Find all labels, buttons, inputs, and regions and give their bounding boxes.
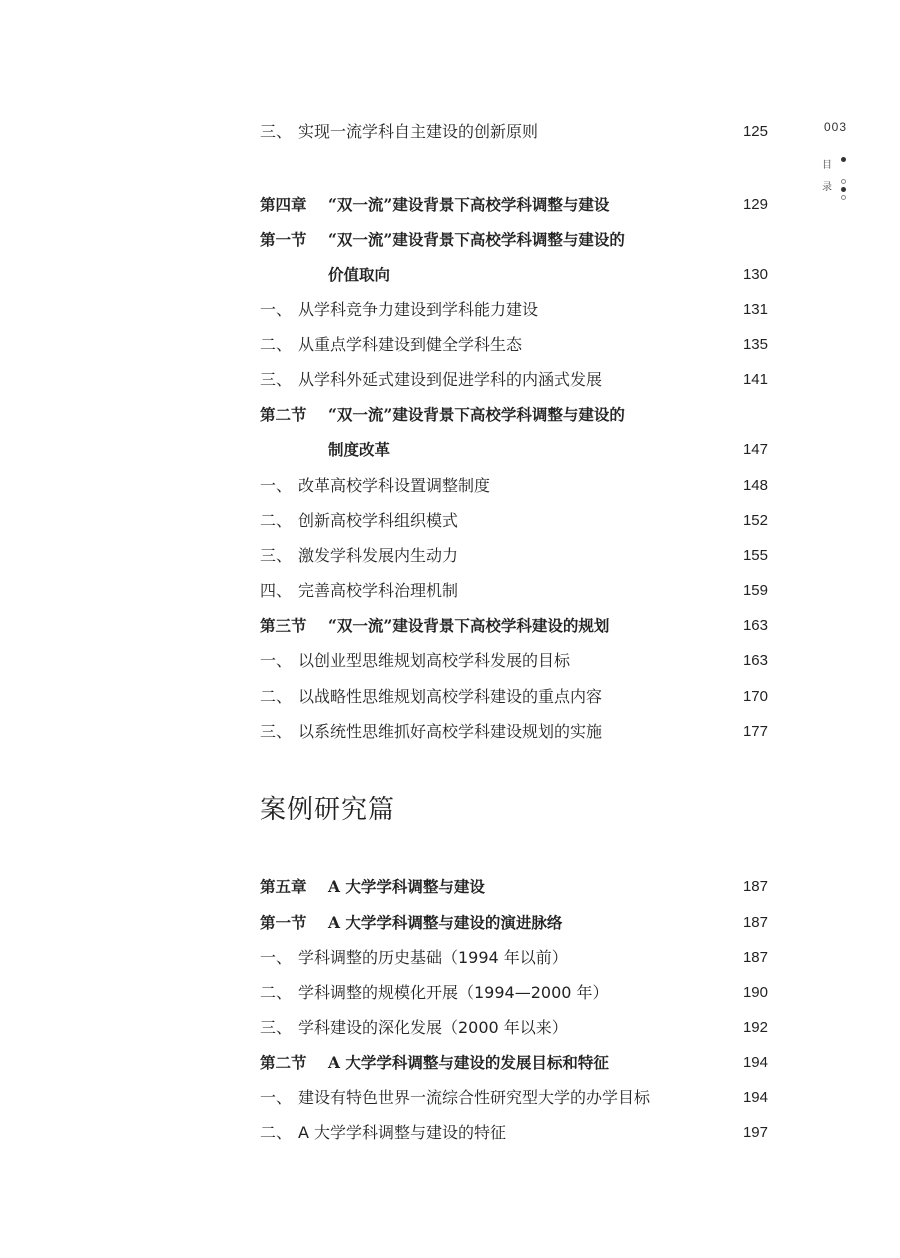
toc-entry-number: 第一节: [260, 230, 307, 249]
toc-entry-title: 实现一流学科自主建设的创新原则: [298, 122, 539, 141]
toc-section[interactable]: [260, 402, 768, 428]
toc-entry[interactable]: [260, 473, 768, 499]
toc-entry-title: 创新高校学科组织模式: [298, 511, 459, 530]
toc-entry[interactable]: [260, 648, 768, 674]
toc-entry-number: 一、: [260, 948, 293, 967]
toc-entry[interactable]: [260, 578, 768, 604]
toc-entry-page: 163: [742, 652, 768, 669]
toc-entry[interactable]: [260, 367, 768, 393]
toc-entry-number: 三、: [260, 1018, 293, 1037]
toc-entry-number: 三、: [260, 722, 293, 741]
toc-entry-number: 一、: [260, 651, 293, 670]
toc-section[interactable]: [260, 227, 768, 253]
toc-entry-page: 187: [742, 878, 768, 895]
toc-entry-title: A 大学学科调整与建设: [328, 877, 485, 896]
toc-entry[interactable]: [260, 297, 768, 323]
toc-entry[interactable]: [260, 980, 768, 1006]
toc-entry-number: 第四章: [260, 195, 307, 214]
toc-entry-title: 从重点学科建设到健全学科生态: [298, 335, 523, 354]
toc-section[interactable]: [260, 1050, 768, 1076]
toc-entry-title: 从学科竞争力建设到学科能力建设: [298, 300, 539, 319]
toc-section-continuation[interactable]: [260, 262, 768, 288]
toc-entry-title: 建设有特色世界一流综合性研究型大学的办学目标: [298, 1088, 651, 1107]
toc-entry-title: “双一流”建设背景下高校学科建设的规划: [328, 616, 610, 635]
toc-entry-page: 163: [742, 617, 768, 634]
toc-chapter[interactable]: [260, 192, 768, 218]
toc-entry-title: 激发学科发展内生动力: [298, 546, 459, 565]
filled-dot-icon: [841, 187, 846, 192]
hollow-dot-icon: [841, 195, 846, 200]
toc-entry-title: A 大学学科调整与建设的特征: [298, 1123, 507, 1142]
toc-entry-number: 第一节: [260, 913, 307, 932]
toc-entry-page: 159: [742, 582, 768, 599]
toc-entry-page: 148: [742, 477, 768, 494]
filled-dot-icon: [841, 157, 846, 162]
toc-entry-title: “双一流”建设背景下高校学科调整与建设: [328, 195, 610, 214]
toc-entry-title: 改革高校学科设置调整制度: [298, 476, 491, 495]
toc-entry-number: 第二节: [260, 1053, 307, 1072]
toc-entry-title: A 大学学科调整与建设的演进脉络: [328, 913, 563, 932]
toc-entry-page: 131: [742, 301, 768, 318]
toc-entry-number: 三、: [260, 546, 293, 565]
toc-entry-number: 三、: [260, 370, 293, 389]
toc-entry-page: 141: [742, 371, 768, 388]
toc-entry-title: 以战略性思维规划高校学科建设的重点内容: [298, 687, 603, 706]
toc-entry-page: 152: [742, 512, 768, 529]
toc-entry-title: 以创业型思维规划高校学科发展的目标: [298, 651, 571, 670]
toc-entry-number: 第二节: [260, 405, 307, 424]
toc-entry-title: 制度改革: [328, 440, 391, 459]
toc-entry-page: 125: [742, 123, 768, 140]
toc-entry-page: 190: [742, 984, 768, 1001]
toc-chapter[interactable]: [260, 874, 768, 900]
toc-entry-number: 四、: [260, 581, 293, 600]
toc-entry-page: 130: [742, 266, 768, 283]
toc-entry-page: 187: [742, 914, 768, 931]
toc-entry-title: “双一流”建设背景下高校学科调整与建设的: [328, 405, 625, 424]
toc-entry-number: 第三节: [260, 616, 307, 635]
toc-entry-number: 二、: [260, 687, 293, 706]
toc-entry[interactable]: [260, 945, 768, 971]
toc-entry-number: 二、: [260, 1123, 293, 1142]
toc-section[interactable]: [260, 613, 768, 639]
toc-entry[interactable]: [260, 1015, 768, 1041]
toc-entry-number: 二、: [260, 511, 293, 530]
toc-entry-title: 学科调整的规模化开展（1994—2000 年）: [298, 983, 609, 1002]
toc-entry-page: 194: [742, 1089, 768, 1106]
toc-entry-title: 完善高校学科治理机制: [298, 581, 459, 600]
hollow-dot-icon: [841, 179, 846, 184]
side-label-lu: 录: [822, 182, 832, 193]
toc-entry-title: “双一流”建设背景下高校学科调整与建设的: [328, 230, 625, 249]
toc-entry-number: 一、: [260, 1088, 293, 1107]
toc-entry-number: 三、: [260, 122, 293, 141]
side-label-mu: 目: [822, 160, 832, 171]
part-title: 案例研究篇: [260, 795, 396, 825]
toc-entry[interactable]: [260, 332, 768, 358]
toc-entry-page: 192: [742, 1019, 768, 1036]
toc-entry-page: 155: [742, 547, 768, 564]
toc-entry-number: 二、: [260, 983, 293, 1002]
side-page-number: 003: [824, 120, 848, 134]
toc-entry-number: 一、: [260, 300, 293, 319]
toc-entry-title: A 大学学科调整与建设的发展目标和特征: [328, 1053, 609, 1072]
toc-entry-page: 147: [742, 441, 768, 458]
toc-entry-number: 一、: [260, 476, 293, 495]
toc-entry[interactable]: [260, 1085, 768, 1111]
toc-entry-title: 以系统性思维抓好高校学科建设规划的实施: [298, 722, 603, 741]
toc-entry[interactable]: [260, 119, 768, 145]
toc-entry[interactable]: [260, 508, 768, 534]
toc-entry-page: 194: [742, 1054, 768, 1071]
toc-entry[interactable]: [260, 684, 768, 710]
toc-section[interactable]: [260, 910, 768, 936]
toc-entry[interactable]: [260, 1120, 768, 1146]
toc-entry-page: 197: [742, 1124, 768, 1141]
toc-entry-number: 二、: [260, 335, 293, 354]
toc-entry-page: 177: [742, 723, 768, 740]
toc-entry[interactable]: [260, 543, 768, 569]
toc-entry-title: 价值取向: [328, 265, 391, 284]
toc-entry-title: 学科建设的深化发展（2000 年以来）: [298, 1018, 568, 1037]
toc-entry[interactable]: [260, 719, 768, 745]
toc-section-continuation[interactable]: [260, 437, 768, 463]
toc-entry-title: 学科调整的历史基础（1994 年以前）: [298, 948, 568, 967]
toc-entry-number: 第五章: [260, 877, 307, 896]
toc-entry-page: 170: [742, 688, 768, 705]
toc-entry-title: 从学科外延式建设到促进学科的内涵式发展: [298, 370, 603, 389]
toc-entry-page: 135: [742, 336, 768, 353]
toc-entry-page: 129: [742, 196, 768, 213]
toc-entry-page: 187: [742, 949, 768, 966]
